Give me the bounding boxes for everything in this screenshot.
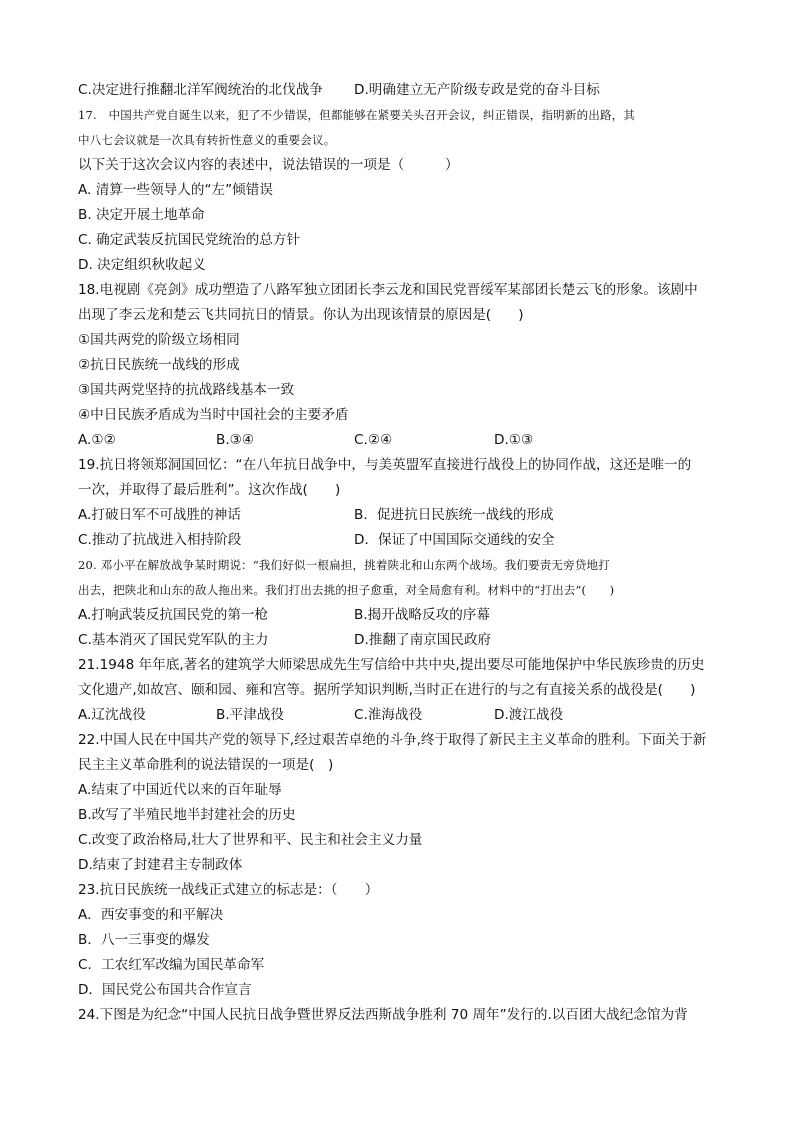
q19-option-d: D．保证了中国国际交通线的安全 [354,532,555,548]
q18-stem-line2: 出现了李云龙和楚云飞共同抗日的情景。你认为出现该情景的原因是( ) [78,307,524,323]
q22-option-c: C.改变了政治格局,壮大了世界和平、民主和社会主义力量 [78,832,423,848]
q23-option-a: A．西安事变的和平解决 [78,907,224,923]
q23-option-d: D．国民党公布国共合作宣言 [78,982,252,998]
q20-option-d: D.推翻了南京国民政府 [354,632,492,648]
q17-stem-line1: 17. 中国共产党自诞生以来，犯了不少错误，但都能够在紧要关头召开会议，纠正错误，指明新的出路，其 [78,108,636,122]
q18-option-a: A.①② [78,432,116,448]
q22-stem-line1: 22.中国人民在中国共产党的领导下,经过艰苦卓绝的斗争,终于取得了新民主主义革命的胜利。下面关于新 [78,732,707,748]
q19-option-b: B．促进抗日民族统一战线的形成 [354,507,554,523]
q23-option-c: C．工农红军改编为国民革命军 [78,957,265,973]
q18-item-2: ②抗日民族统一战线的形成 [78,357,240,373]
q17-option-c: C. 确定武装反抗国民党统治的总方针 [78,232,301,248]
q17-option-d: D. 决定组织秋收起义 [78,257,206,273]
q20-option-b: B.揭开战略反攻的序幕 [354,607,490,623]
q21-option-c: C.淮海战役 [354,707,423,723]
q23-option-b: B．八一三事变的爆发 [78,932,210,948]
q21-option-b: B.平津战役 [216,707,285,723]
q22-stem-line2: 民主主义革命胜利的说法错误的一项是( ) [78,757,334,773]
q21-option-d: D.渡江战役 [494,707,564,723]
q18-item-4: ④中日民族矛盾成为当时中国社会的主要矛盾 [78,407,349,423]
q17-question: 以下关于这次会议内容的表述中，说法错误的一项是（ ） [78,157,459,173]
q18-item-3: ③国共两党坚持的抗战路线基本一致 [78,382,295,398]
q19-option-a: A.打破日军不可战胜的神话 [78,507,241,523]
q18-option-b: B.③④ [216,432,255,448]
q21-stem-line1: 21.1948 年年底,著名的建筑学大师梁思成先生写信给中共中央,提出要尽可能地保护中华民族珍贵的历史 [78,657,705,673]
q20-stem-line1: 20. 邓小平在解放战争某时期说：“我们好似一根扁担，挑着陕北和山东两个战场。我们要责无旁贷地打 [78,558,610,572]
q21-stem-line2: 文化遗产,如故宫、颐和园、雍和宫等。据所学知识判断,当时正在进行的与之有直接关系的战役是( ) [78,682,696,698]
q19-stem-line1: 19.抗日将领郑洞国回忆：“在八年抗日战争中，与美英盟军直接进行战役上的协同作战，这还是唯一的 [78,457,692,473]
q20-option-c: C.基本消灭了国民党军队的主力 [78,632,269,648]
top-option-c: C.决定进行推翻北洋军阀统治的北伐战争 [78,82,323,98]
q23-stem: 23.抗日民族统一战线正式建立的标志是：（ ） [78,882,379,898]
q17-option-a: A. 清算一些领导人的“左”倾错误 [78,182,273,198]
q18-option-c: C.②④ [354,432,393,448]
q22-option-d: D.结束了封建君主专制政体 [78,857,243,873]
q21-option-a: A.辽沈战役 [78,707,146,723]
q22-option-b: B.改写了半殖民地半封建社会的历史 [78,807,296,823]
q17-option-b: B. 决定开展土地革命 [78,207,205,223]
q19-option-c: C.推动了抗战进入相持阶段 [78,532,242,548]
top-option-d: D.明确建立无产阶级专政是党的奋斗目标 [354,82,600,98]
q18-item-1: ①国共两党的阶级立场相同 [78,332,240,348]
q24-stem-line1: 24.下图是为纪念“中国人民抗日战争暨世界反法西斯战争胜利 70 周年”发行的.以百团大战纪念馆为背 [78,1007,688,1023]
q20-option-a: A.打响武装反抗国民党的第一枪 [78,607,269,623]
q18-stem-line1: 18.电视剧《亮剑》成功塑造了八路军独立团团长李云龙和国民党晋绥军某部团长楚云飞的形象。该剧中 [78,282,698,298]
q17-stem-line2: 中八七会议就是一次具有转折性意义的重要会议。 [78,133,336,147]
q18-option-d: D.①③ [494,432,534,448]
q22-option-a: A.结束了中国近代以来的百年耻辱 [78,782,282,798]
q19-stem-line2: 一次，并取得了最后胜利”。这次作战( ) [78,482,341,498]
q20-stem-line2: 出去，把陕北和山东的敌人拖出来。我们打出去挑的担子愈重，对全局愈有利。材料中的“打出去”( ) [78,583,615,597]
